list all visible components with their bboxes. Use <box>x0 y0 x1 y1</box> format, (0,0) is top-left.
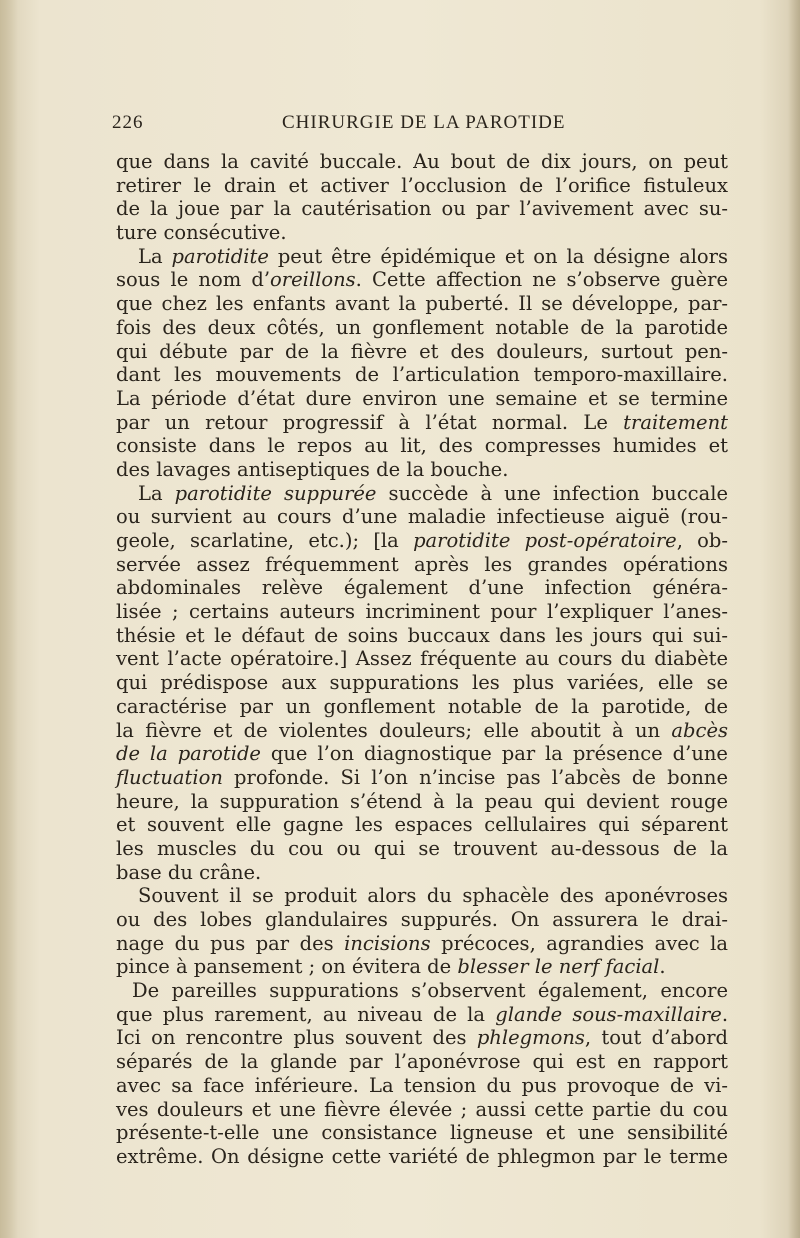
text-line <box>116 1098 728 1122</box>
text-line <box>116 1050 728 1074</box>
text-run: des lavages antiseptiques de la bouche. <box>116 457 509 481</box>
text-line <box>116 647 728 671</box>
text-line <box>116 553 728 577</box>
text-run: profonde. Si l’on n’incise pas l’abcès de bonne <box>222 765 728 789</box>
text-line <box>116 790 728 814</box>
text-run: . <box>659 955 666 979</box>
text-run: ou des lobes glandulaires suppurés. On assurera le drai- <box>116 908 728 931</box>
text-line <box>116 434 728 458</box>
text-run: fois des deux côtés, un gonflement notable de la parotide <box>116 315 728 339</box>
text-run: ves douleurs et une fièvre élevée ; aussi cette partie du cou <box>116 1097 728 1121</box>
text-run: sous le nom d’ <box>116 268 271 292</box>
text-line <box>116 600 728 624</box>
text-run: vent l’acte opératoire.] Assez fréquente au cours du diabète <box>116 647 728 671</box>
text-line <box>116 174 728 198</box>
text-line <box>116 245 728 269</box>
text-run: thésie et le défaut de soins buccaux dans les jours qui sui- <box>116 623 728 647</box>
text-run: Souvent il se produit alors du sphacèle des aponévroses <box>138 884 728 908</box>
text-run: geole, scarlatine, etc.); [la <box>116 529 414 552</box>
text-line <box>116 268 728 292</box>
text-line <box>116 742 728 766</box>
page-shadow-right <box>788 0 800 1238</box>
italic-term: phlegmons <box>476 1026 585 1050</box>
text-line <box>116 576 728 600</box>
text-line <box>116 411 728 435</box>
text-run: succède à une infection buccale <box>376 481 728 505</box>
text-line <box>116 884 728 908</box>
text-run: , tout d’abord <box>584 1026 729 1050</box>
text-line <box>116 908 728 932</box>
text-run: La <box>138 481 175 505</box>
text-line <box>116 671 728 695</box>
text-run: . <box>721 1002 729 1026</box>
italic-term: parotidite suppurée <box>174 481 377 505</box>
text-run: La <box>138 244 172 268</box>
text-line <box>116 861 728 885</box>
text-run: abdominales relève également d’une infection généra- <box>116 576 728 600</box>
text-run: qui débute par de la fièvre et des douleurs, surtout pen- <box>116 339 728 363</box>
text-line <box>116 932 728 956</box>
text-line <box>116 979 728 1003</box>
text-line <box>116 316 728 340</box>
text-line <box>116 837 728 861</box>
text-run: heure, la suppuration s’étend à la peau qui devient rouge <box>116 789 728 813</box>
text-line <box>116 292 728 316</box>
text-run: retirer le drain et activer l’occlusion de l’orifice fistuleux <box>116 173 728 197</box>
text-line <box>116 387 728 411</box>
running-title: CHIRURGIE DE LA PAROTIDE <box>282 112 566 133</box>
text-run: caractérise par un gonflement notable de la parotide, de <box>116 694 728 718</box>
text-run: que chez les enfants avant la puberté. Il se développe, par- <box>116 292 728 316</box>
text-run: qui prédispose aux suppurations les plus variées, elle se <box>116 671 728 695</box>
text-run: consiste dans le repos au lit, des compresses humides et <box>116 434 728 458</box>
running-header <box>112 112 728 140</box>
italic-term: de la parotide <box>116 742 261 766</box>
text-line <box>116 1003 728 1027</box>
text-run: les muscles du cou ou qui se trouvent au-dessous de la <box>116 836 728 860</box>
text-line <box>116 1074 728 1098</box>
text-line <box>116 695 728 719</box>
italic-term: oreillons <box>270 268 356 292</box>
text-line <box>116 1121 728 1145</box>
italic-term: incisions <box>344 931 431 955</box>
text-line <box>116 340 728 364</box>
text-run: présente-t-elle une consistance ligneuse et une sensibilité <box>116 1121 728 1145</box>
text-run: que l’on diagnostique par la présence d’une <box>260 742 728 766</box>
text-line <box>116 363 728 387</box>
text-run: lisée ; certains auteurs incriminent pour l’expliquer l’anes- <box>116 600 728 624</box>
text-run: que plus rarement, au niveau de la <box>116 1002 496 1026</box>
text-run: précoces, agrandies avec la <box>430 931 729 955</box>
text-run: nage du pus par des <box>116 931 345 955</box>
text-line <box>116 955 728 979</box>
text-line <box>116 458 728 482</box>
text-run: servée assez fréquemment après les grandes opérations <box>116 552 728 576</box>
text-run: séparés de la glande par l’aponévrose qui est en rapport <box>116 1050 728 1074</box>
text-line <box>116 624 728 648</box>
page-number: 226 <box>112 112 144 133</box>
text-line <box>116 197 728 221</box>
italic-term: abcès <box>671 718 728 742</box>
text-line <box>116 1145 728 1169</box>
text-run: ou survient au cours d’une maladie infectieuse aiguë (rou- <box>116 505 728 529</box>
text-run: , ob- <box>676 529 728 552</box>
text-run: base du crâne. <box>116 860 262 884</box>
text-run: pince à pansement ; on évitera de <box>116 955 458 979</box>
text-run: extrême. On désigne cette variété de phlegmon par le terme <box>116 1144 728 1168</box>
text-run: Ici on rencontre plus souvent des <box>116 1026 477 1050</box>
text-line <box>116 1026 728 1050</box>
text-run: la fièvre et de violentes douleurs; elle aboutit à un <box>116 718 672 742</box>
text-run: et souvent elle gagne les espaces cellulaires qui séparent <box>116 813 728 837</box>
text-run: par un retour progressif à l’état normal. Le <box>116 410 624 434</box>
text-run: peut être épidémique et on la désigne alors <box>268 244 728 268</box>
text-run: que dans la cavité buccale. Au bout de dix jours, on peut <box>116 150 728 173</box>
text-line <box>116 482 728 506</box>
text-run: De pareilles suppurations s’observent également, encore <box>132 979 728 1003</box>
text-run: La période d’état dure environ une semaine et se termine <box>116 386 728 410</box>
italic-term: traitement <box>623 410 728 434</box>
italic-term: fluctuation <box>116 765 223 789</box>
body-text <box>116 150 728 1169</box>
text-line <box>116 719 728 743</box>
italic-term: parotidite <box>171 244 269 268</box>
text-run: de la joue par la cautérisation ou par l’avivement avec su- <box>116 197 728 221</box>
text-run: dant les mouvements de l’articulation temporo-maxillaire. <box>116 363 728 387</box>
italic-term: glande sous-maxillaire <box>495 1002 722 1026</box>
text-line <box>116 505 728 529</box>
page-shadow-left <box>0 0 18 1238</box>
text-line <box>116 221 728 245</box>
text-line <box>116 766 728 790</box>
text-run: avec sa face inférieure. La tension du pus provoque de vi- <box>116 1073 728 1097</box>
text-run: . Cette affection ne s’observe guère <box>355 268 729 292</box>
text-run: ture consécutive. <box>116 221 287 245</box>
text-line <box>116 813 728 837</box>
text-line <box>116 529 728 553</box>
italic-term: parotidite post-opératoire <box>413 529 677 552</box>
italic-term: blesser le nerf facial <box>457 955 660 979</box>
text-line <box>116 150 728 174</box>
